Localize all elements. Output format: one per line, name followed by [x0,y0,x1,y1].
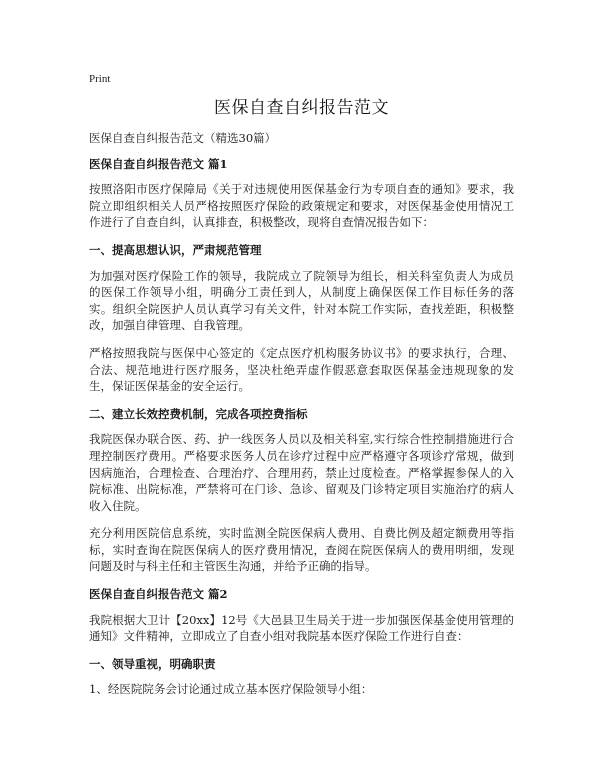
article-1-heading: 医保自查自纠报告范文 篇1 [89,156,228,171]
article-1-section-2-para-2: 充分利用医院信息系统，实时监测全院医保病人费用、自费比例及超定额费用等指标，实时查询在院医保病人的医疗费用情况，查阅在院医保病人的费用明细，发现问题及时与科主任和主管医生沟通，并给予正确的指导。 [89,526,514,574]
article-2-section-1-heading: 一、领导重视，明确职责 [89,656,216,671]
article-2-heading: 医保自查自纠报告范文 篇2 [89,587,228,602]
document-title: 医保自查自纠报告范文 [214,98,389,118]
article-1-section-1-para-1: 为加强对医疗保险工作的领导，我院成立了院领导为组长，相关科室负责人为成员的医保工作领导小组，明确分工责任到人，从制度上确保医保工作目标任务的落实。组织全院医护人员认真学习有关文件，针对本院工作实际，查找差距，积极整改，加强自律管理、自我管理。 [89,268,514,333]
article-2-section-1-para-1: 1、经医院院务会讨论通过成立基本医疗保险领导小组： [89,682,373,697]
article-2 [89,586,514,698]
article-1-section-1-heading: 一、提高思想认识，严肃规范管理 [89,242,262,257]
document-page [89,70,514,709]
article-2-intro: 我院根据大卫计【20xx】12号《大邑县卫生局关于进一步加强医保基金使用管理的通知》文件精神，立即成立了自查小组对我院基本医疗保险工作进行自查： [89,612,514,644]
article-1-section-2-heading: 二、建立长效控费机制，完成各项控费指标 [89,406,308,421]
article-1-intro: 按照洛阳市医疗保障局《关于对违规使用医保基金行为专项自查的通知》要求，我院立即组织相关人员严格按照医疗保险的政策规定和要求，对医保基金使用情况工作进行了自查自纠，认真排查，积极整改，现将自查情况报告如下： [89,182,514,230]
article-1-section-1-para-2: 严格按照我院与医保中心签定的《定点医疗机构服务协议书》的要求执行，合理、合法、规范地进行医疗服务，坚决杜绝弄虚作假恶意套取医保基金违规现象的发生，保证医保基金的安全运行。 [89,345,514,394]
article-1-section-2-para-1: 我院医保办联合医、药、护一线医务人员以及相关科室,实行综合性控制措施进行合理控制医疗费用。严格要求医务人员在诊疗过程中应严格遵守各项诊疗常规，做到因病施治，合理检查、合理治疗、合理用药，禁止过度检查。严格掌握参保人的入院标准、出院标准，严禁将可在门诊、急诊、留观及门诊特定项目实施治疗的病人收入住院。 [89,432,514,513]
article-1 [89,156,514,575]
document-subtitle: 医保自查自纠报告范文（精选30篇） [89,131,277,145]
print-label: Print [89,73,111,85]
